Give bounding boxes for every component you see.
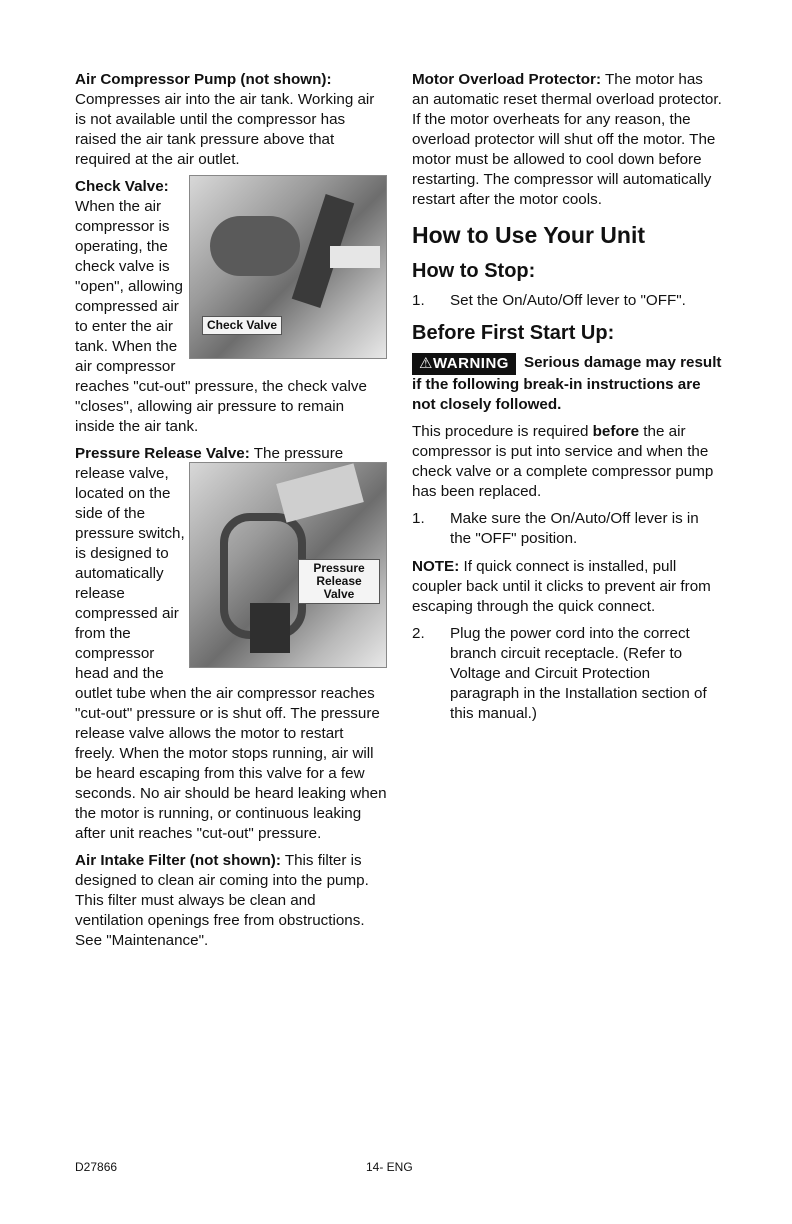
start-step-text: Plug the power cord into the correct branch circuit receptacle. (Refer to Voltage and Circuit Protection paragraph in the Installation section of this manual.) [450,625,707,722]
warning-text: Serious damage may result if the following break-in instructions are not closely followed. [412,354,722,413]
procedure-text-post: the air compressor is put into service and when the check valve or a complete compressor pump has been replaced. [412,423,714,500]
check-valve-text: When the air compressor is operating, the check valve is "open", allowing compressed air to enter the air tank. When the air compressor reaches "cut-out" pressure, the check valve "closes", allowing air pressure to remain inside the air tank. [75,198,367,435]
pump-text: Compresses air into the air tank. Working air is not available until the compressor has raised the air tank pressure above that required at the air outlet. [75,91,375,168]
check-valve-title: Check Valve: [75,178,169,195]
note-text: If quick connect is installed, pull coupler back until it clicks to prevent air from escaping through the quick connect. [412,558,711,615]
right-column [412,70,722,732]
check-valve-label: Check Valve [202,316,282,335]
warning-block [412,353,722,415]
pressure-release-text: The pressure release valve, located on the side of the pressure switch, is designed to automatically release compressed air from the compressor head and the outlet tube when the air compressor reaches "cut-out" pressure or is shut off. The pressure release valve allows the motor to restart freely. When the motor stops running, air will be heard escaping from this valve for a few seconds. No air should be heard leaking when the motor is running, or continuous leaking after unit reaches "cut-out" pressure. [75,445,387,842]
stop-step [412,291,722,311]
footer-doc-id: D27866 [75,1160,118,1174]
start-step [412,509,722,549]
stop-step-number: 1. [412,292,425,309]
start-steps-continued [412,624,722,724]
procedure-paragraph [412,422,722,502]
start-steps [412,509,722,549]
start-step-number: 1. [412,510,425,527]
overload-title: Motor Overload Protector: [412,71,602,88]
pressure-release-label: Pressure Release Valve [298,559,380,604]
check-valve-paragraph [75,177,387,437]
heading-before-first-start: Before First Start Up: [412,322,615,344]
filter-text: This filter is designed to clean air coming into the pump. This filter must always be clean and ventilation openings free from obstructions. See "Maintenance". [75,852,369,949]
pump-paragraph [75,70,387,170]
heading-how-to-stop: How to Stop: [412,260,536,282]
start-step-text: Make sure the On/Auto/Off lever is in the "OFF" position. [450,510,699,547]
warning-badge: ⚠WARNING [412,353,516,375]
heading-how-to-use: How to Use Your Unit [412,222,645,248]
check-valve-figure [189,175,387,359]
pressure-release-figure [189,462,387,668]
note-paragraph [412,557,722,617]
start-step [412,624,722,724]
filter-title: Air Intake Filter (not shown): [75,852,281,869]
pressure-release-title: Pressure Release Valve: [75,445,250,462]
left-column [75,70,387,958]
overload-paragraph [412,70,722,210]
pump-title: Air Compressor Pump (not shown): [75,71,332,88]
footer-page-number: 14- ENG [366,1160,413,1174]
start-step-number: 2. [412,625,425,642]
overload-text: The motor has an automatic reset thermal overload protector. If the motor overheats for any reason, the overload protector will shut off the motor. The motor must be allowed to cool down before restarting. The compressor will automatically restart after the motor cools. [412,71,722,208]
procedure-text-bold: before [592,423,640,440]
stop-steps [412,291,722,311]
stop-step-text: Set the On/Auto/Off lever to "OFF". [450,292,686,309]
pressure-release-paragraph [75,444,387,844]
procedure-text-pre: This procedure is required [412,423,593,440]
filter-paragraph [75,851,387,951]
note-label: NOTE: [412,558,460,575]
